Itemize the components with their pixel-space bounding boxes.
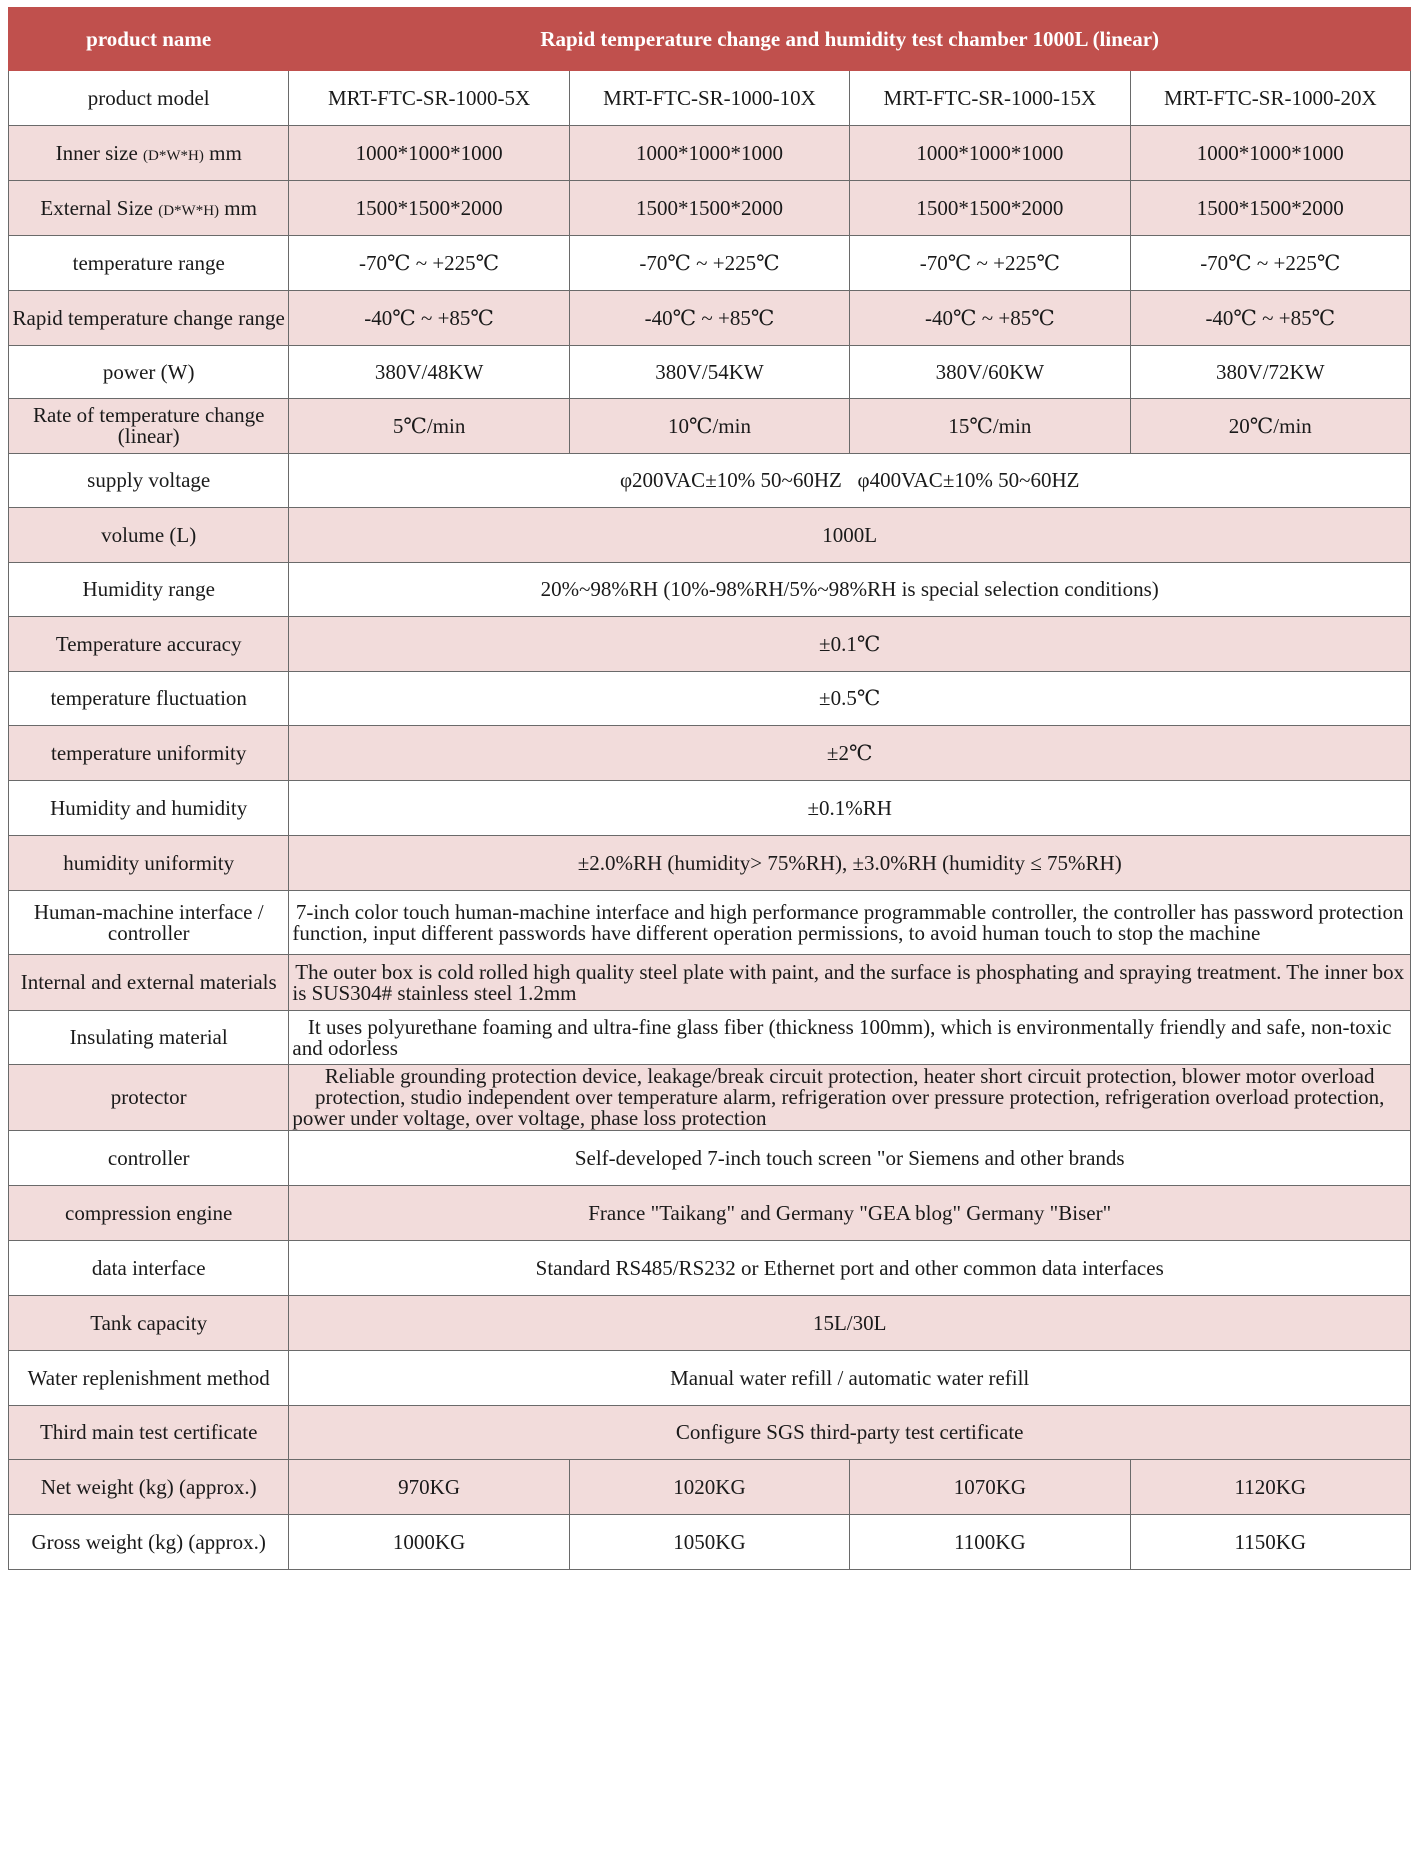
row-label: humidity uniformity [9, 836, 289, 891]
row-value: 1100KG [850, 1515, 1130, 1570]
row-value: 1500*1500*2000 [850, 181, 1130, 236]
row-value: 7-inch color touch human-machine interface and high performance programmable controller, the controller has password protection function, input different passwords have different operation permissions, to avoid human touch to stop the machine [289, 891, 1411, 955]
spec-row-gross-weight [9, 1515, 1411, 1570]
row-value: MRT-FTC-SR-1000-5X [289, 71, 569, 126]
row-value: 1120KG [1130, 1460, 1410, 1515]
row-label: volume (L) [9, 508, 289, 563]
row-label: Water replenishment method [9, 1351, 289, 1406]
header-row [9, 8, 1411, 71]
label-suffix: mm [224, 195, 257, 220]
row-label: Third main test certificate [9, 1406, 289, 1460]
row-value: -70℃ ~ +225℃ [569, 236, 849, 291]
row-value: 1500*1500*2000 [1130, 181, 1410, 236]
row-label: temperature range [9, 236, 289, 291]
row-value: ±0.5℃ [289, 672, 1411, 726]
row-value: 1000*1000*1000 [850, 126, 1130, 181]
spec-row-hmi-controller [9, 891, 1411, 955]
row-value: 1000*1000*1000 [289, 126, 569, 181]
row-value: 380V/60KW [850, 346, 1130, 399]
row-value: The outer box is cold rolled high quality steel plate with paint, and the surface is phosphating and spraying treatment. The inner box is SUS304# stainless steel 1.2mm [289, 955, 1411, 1011]
spec-table [8, 7, 1411, 1570]
row-label: Net weight (kg) (approx.) [9, 1460, 289, 1515]
row-value: -40℃ ~ +85℃ [850, 291, 1130, 346]
spec-row-inner-size [9, 126, 1411, 181]
row-label: protector [9, 1065, 289, 1131]
label-unit: (D*W*H) [158, 202, 220, 219]
spec-row-data-interface [9, 1241, 1411, 1296]
row-value: 1050KG [569, 1515, 849, 1570]
row-value: Self-developed 7-inch touch screen "or Siemens and other brands [289, 1131, 1411, 1186]
spec-row-power [9, 346, 1411, 399]
row-label: Internal and external materials [9, 955, 289, 1011]
row-label: temperature uniformity [9, 726, 289, 781]
spec-row-product-model [9, 71, 1411, 126]
row-label: power (W) [9, 346, 289, 399]
row-value: 380V/54KW [569, 346, 849, 399]
spec-row-humidity-accuracy [9, 781, 1411, 836]
row-value: 15℃/min [850, 399, 1130, 454]
spec-row-supply-voltage [9, 454, 1411, 508]
header-label-cell: product name [9, 8, 289, 71]
spec-row-volume [9, 508, 1411, 563]
row-value: It uses polyurethane foaming and ultra-fine glass fiber (thickness 100mm), which is environmentally friendly and safe, non-toxic and odorless [289, 1011, 1411, 1065]
row-value: 1000KG [289, 1515, 569, 1570]
spec-row-compression-engine [9, 1186, 1411, 1241]
row-label: supply voltage [9, 454, 289, 508]
label-main: External Size [40, 195, 153, 220]
row-value: -40℃ ~ +85℃ [1130, 291, 1410, 346]
row-value: 10℃/min [569, 399, 849, 454]
row-value: 1000L [289, 508, 1411, 563]
row-label: Rate of temperature change (linear) [9, 399, 289, 454]
row-value: 970KG [289, 1460, 569, 1515]
row-value: 1500*1500*2000 [569, 181, 849, 236]
row-label: data interface [9, 1241, 289, 1296]
row-value: -40℃ ~ +85℃ [289, 291, 569, 346]
row-value: 380V/48KW [289, 346, 569, 399]
row-value: 5℃/min [289, 399, 569, 454]
spec-row-rapid-change-range [9, 291, 1411, 346]
row-value: 20℃/min [1130, 399, 1410, 454]
row-value: MRT-FTC-SR-1000-20X [1130, 71, 1410, 126]
row-value: -40℃ ~ +85℃ [569, 291, 849, 346]
spec-row-materials [9, 955, 1411, 1011]
row-label: Temperature accuracy [9, 617, 289, 672]
row-label: temperature fluctuation [9, 672, 289, 726]
row-value: 1020KG [569, 1460, 849, 1515]
row-label: Rapid temperature change range [9, 291, 289, 346]
spec-row-temperature-range [9, 236, 1411, 291]
label-main: Inner size [55, 140, 138, 165]
row-value: φ200VAC±10% 50~60HZ φ400VAC±10% 50~60HZ [289, 454, 1411, 508]
row-value: -70℃ ~ +225℃ [850, 236, 1130, 291]
row-label: Human-machine interface / controller [9, 891, 289, 955]
spec-row-external-size [9, 181, 1411, 236]
spec-row-controller [9, 1131, 1411, 1186]
row-value: 20%~98%RH (10%-98%RH/5%~98%RH is special selection conditions) [289, 563, 1411, 617]
spec-row-water-replenishment [9, 1351, 1411, 1406]
row-value: -70℃ ~ +225℃ [289, 236, 569, 291]
row-label [9, 181, 289, 236]
row-value: 380V/72KW [1130, 346, 1410, 399]
spec-row-humidity-uniformity [9, 836, 1411, 891]
row-value: MRT-FTC-SR-1000-15X [850, 71, 1130, 126]
row-label: Gross weight (kg) (approx.) [9, 1515, 289, 1570]
row-label: Humidity and humidity [9, 781, 289, 836]
row-value: -70℃ ~ +225℃ [1130, 236, 1410, 291]
row-value: Standard RS485/RS232 or Ethernet port and other common data interfaces [289, 1241, 1411, 1296]
row-value: ±2℃ [289, 726, 1411, 781]
spec-row-protector [9, 1065, 1411, 1131]
row-value: Configure SGS third-party test certificate [289, 1406, 1411, 1460]
row-value: ±2.0%RH (humidity> 75%RH), ±3.0%RH (humidity ≤ 75%RH) [289, 836, 1411, 891]
spec-row-tank-capacity [9, 1296, 1411, 1351]
row-label: compression engine [9, 1186, 289, 1241]
row-value: Reliable grounding protection device, leakage/break circuit protection, heater short circuit protection, blower motor overload protection, studio independent over temperature alarm, refrigeration over pressure protection, refrigeration overload protection, power under voltage, over voltage, phase loss protection [289, 1065, 1411, 1131]
spec-row-rate-of-change [9, 399, 1411, 454]
row-value: 1070KG [850, 1460, 1130, 1515]
row-value: 1000*1000*1000 [1130, 126, 1410, 181]
row-value: Manual water refill / automatic water refill [289, 1351, 1411, 1406]
row-label: Insulating material [9, 1011, 289, 1065]
row-value: 1000*1000*1000 [569, 126, 849, 181]
row-label: controller [9, 1131, 289, 1186]
spec-row-net-weight [9, 1460, 1411, 1515]
row-value: 1150KG [1130, 1515, 1410, 1570]
spec-row-humidity-range [9, 563, 1411, 617]
row-value: MRT-FTC-SR-1000-10X [569, 71, 849, 126]
row-label: Humidity range [9, 563, 289, 617]
header-title-cell: Rapid temperature change and humidity test chamber 1000L (linear) [289, 8, 1411, 71]
spec-row-test-certificate [9, 1406, 1411, 1460]
spec-row-temperature-accuracy [9, 617, 1411, 672]
row-label [9, 126, 289, 181]
spec-row-insulating-material [9, 1011, 1411, 1065]
spec-row-temperature-uniformity [9, 726, 1411, 781]
row-value: France "Taikang" and Germany "GEA blog" Germany "Biser" [289, 1186, 1411, 1241]
row-label: Tank capacity [9, 1296, 289, 1351]
row-value: ±0.1%RH [289, 781, 1411, 836]
spec-row-temperature-fluctuation [9, 672, 1411, 726]
row-value: 15L/30L [289, 1296, 1411, 1351]
row-label: product model [9, 71, 289, 126]
row-value: 1500*1500*2000 [289, 181, 569, 236]
row-value: ±0.1℃ [289, 617, 1411, 672]
label-suffix: mm [209, 140, 242, 165]
label-unit: (D*W*H) [143, 147, 204, 164]
